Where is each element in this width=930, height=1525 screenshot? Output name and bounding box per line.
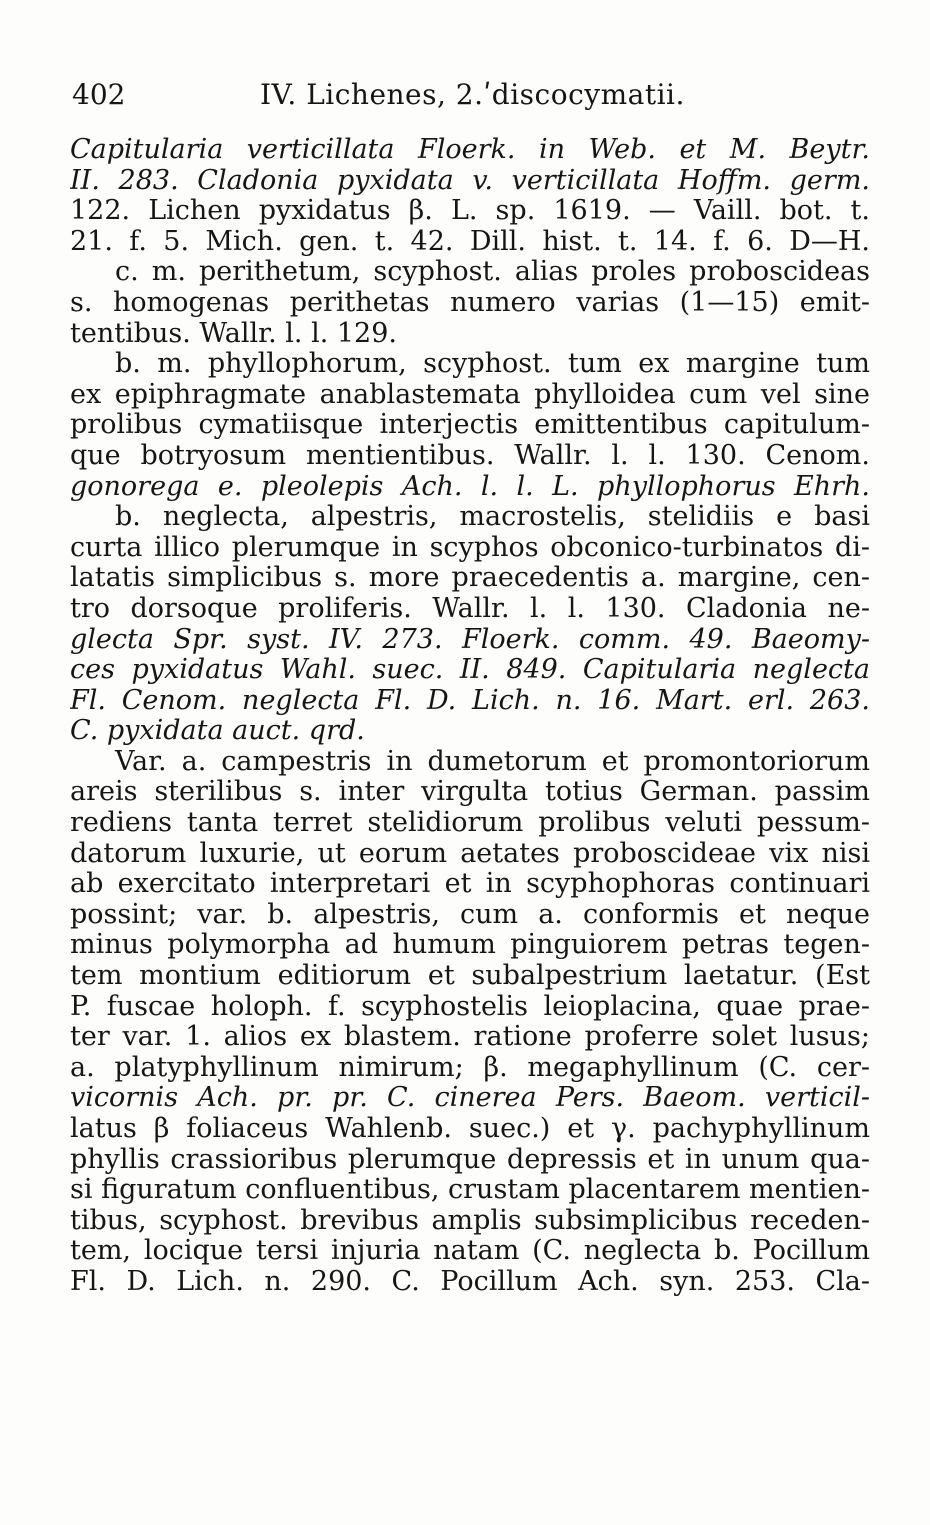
text-line: tem montium editiorum et subalpestrium laetatur. (Est [70,961,870,992]
text-line: tibus, scyphost. brevibus amplis subsimplicibus receden- [70,1205,870,1236]
text-line: rediens tanta terret stelidiorum prolibus veluti pessum- [70,808,870,839]
text-line: Capitularia verticillata Floerk. in Web. et M. Beytr. [70,135,870,165]
text-line: Fl. D. Lich. n. 290. C. Pocillum Ach. syn. 253. Cla- [70,1266,870,1297]
running-title: IV. Lichenes, 2.ʹdiscocymatii. [260,78,685,111]
text-line: s. homogenas perithetas numero varias (1—15) emit- [70,287,870,318]
text-line: glecta Spr. syst. IV. 273. Floerk. comm. 49. Baeomy- [70,624,870,655]
text-line: vicornis Ach. pr. pr. C. cinerea Pers. Baeom. verticil- [70,1083,870,1114]
page-body [70,135,870,1298]
text-line: ces pyxidatus Wahl. suec. II. 849. Capitularia neglecta [70,655,870,686]
text-line: b. m. phyllophorum, scyphost. tum ex margine tum [115,349,870,380]
text-line: minus polymorpha ad humum pinguiorem petras tegen- [70,930,870,961]
text-line: Fl. Cenom. neglecta Fl. D. Lich. n. 16. Mart. erl. 263. [70,685,870,716]
text-line: tem, locique tersi injuria natam (C. neglecta b. Pocillum [70,1236,870,1267]
book-page [70,60,870,1480]
text-line: phyllis crassioribus plerumque depressis et in unum qua- [70,1144,870,1175]
text-line: tro dorsoque proliferis. Wallr. l. l. 130. Cladonia ne- [70,593,870,624]
text-line: areis sterilibus s. inter virgulta totius German. passim [70,777,870,808]
text-line: curta illico plerumque in scyphos obconico-turbinatos di- [70,532,870,563]
text-line: datorum luxurie, ut eorum aetates proboscideae vix nisi [70,838,870,869]
text-line: prolibus cymatiisque interjectis emittentibus capitulum- [70,410,870,441]
text-line: c. m. perithetum, scyphost. alias proles proboscideas [115,257,870,288]
text-line: ex epiphragmate anablastemata phylloidea cum vel sine [70,379,870,410]
text-line: ter var. 1. alios ex blastem. ratione proferre solet lusus; [70,1022,870,1053]
text-line: latatis simplicibus s. more praecedentis a. margine, cen- [70,563,870,594]
text-line: latus β foliaceus Wahlenb. suec.) et γ. pachyphyllinum [70,1114,870,1144]
running-header [70,60,870,120]
text-line: ab exercitato interpretari et in scyphophoras continuari [70,869,870,900]
text-line: C. pyxidata auct. qrd. [70,716,365,747]
text-line: si figuratum confluentibus, crustam placentarem mentien- [70,1175,870,1206]
text-line: b. neglecta, alpestris, macrostelis, stelidiis e basi [115,502,870,533]
text-line: 21. f. 5. Mich. gen. t. 42. Dill. hist. t. 14. f. 6. D—H. [70,226,870,257]
text-line: 122. Lichen pyxidatus β. L. sp. 1619. — Vaill. bot. t. [70,196,870,227]
text-line: II. 283. Cladonia pyxidata v. verticillata Hoffm. germ. [70,165,870,196]
text-line: que botryosum mentientibus. Wallr. l. l. 130. Cenom. [70,440,870,471]
text-line: possint; var. b. alpestris, cum a. conformis et neque [70,899,870,930]
text-line: Var. a. campestris in dumetorum et promontoriorum [115,746,870,777]
text-line: a. platyphyllinum nimirum; β. megaphyllinum (C. cer- [70,1052,870,1083]
text-line: tentibus. Wallr. l. l. 129. [70,318,397,349]
text-line: P. fuscae holoph. f. scyphostelis leioplacina, quae prae- [70,991,870,1022]
page-number: 402 [72,78,126,111]
text-line: gonorega e. pleolepis Ach. l. l. L. phyllophorus Ehrh. [70,471,870,502]
